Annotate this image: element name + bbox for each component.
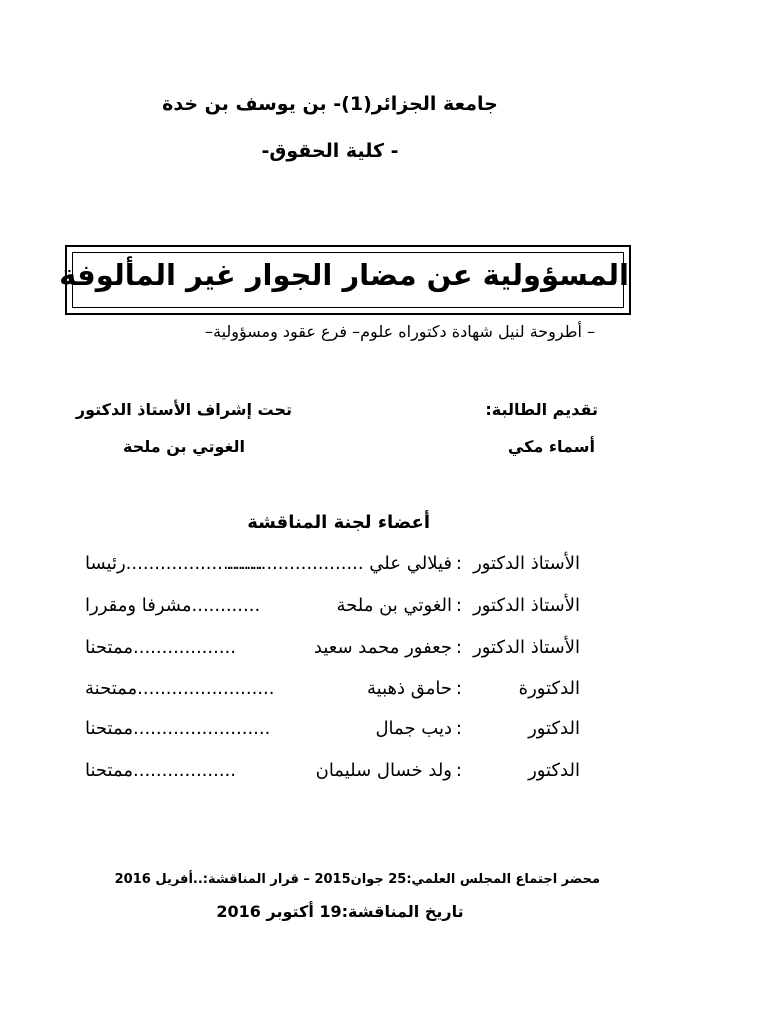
member-role: الأستاذ الدكتور <box>473 595 580 616</box>
faculty-name: - كلية الحقوق- <box>261 140 399 162</box>
committee-member-row <box>85 718 580 746</box>
member-role: الأستاذ الدكتور <box>473 553 580 574</box>
member-designation: ..................ممتحنا <box>85 637 237 658</box>
supervisor-name: الغوتي بن ملحة <box>123 437 245 456</box>
member-separator: : <box>455 595 462 616</box>
member-separator: : <box>455 637 462 658</box>
member-name: ديب جمال <box>375 718 452 739</box>
committee-member-row <box>85 678 580 706</box>
member-designation: ..................ممتحنا <box>85 760 237 781</box>
council-minutes: محضر اجتماع المجلس العلمي:25 جوان2015 – قرار المناقشة:..أفريل 2016 <box>114 872 600 887</box>
member-role: الدكتور <box>528 760 580 781</box>
university-name: جامعة الجزائر(1)- بن يوسف بن خدة <box>162 93 498 115</box>
student-name: أسماء مكي <box>507 437 595 456</box>
thesis-title: المسؤولية عن مضار الجوار غير المألوفة <box>59 258 629 292</box>
committee-member-row <box>85 760 580 788</box>
committee-member-row <box>85 637 580 665</box>
member-role: الدكتورة <box>518 678 580 699</box>
member-name: حامق ذهبية <box>366 678 452 699</box>
member-designation: ........................ممتحنا <box>85 718 271 739</box>
member-role: الأستاذ الدكتور <box>473 637 580 658</box>
thesis-subtitle: – أطروحة لنيل شهادة دكتوراه علوم– فرع عقود ومسؤولية– <box>204 322 595 341</box>
member-designation: ............مشرفا ومقررا <box>85 595 261 616</box>
member-name: فيلالي علي ........................ <box>226 553 452 574</box>
student-label: تقديم الطالبة: <box>485 400 598 419</box>
member-separator: : <box>455 678 462 699</box>
member-name: ولد خسال سليمان <box>315 760 452 781</box>
committee-heading: أعضاء لجنة المناقشة <box>247 512 430 533</box>
member-designation: ........................ممتحنة <box>85 678 275 699</box>
discussion-date: تاريخ المناقشة:19 أكتوبر 2016 <box>216 902 464 921</box>
supervisor-label: تحت إشراف الأستاذ الدكتور <box>75 400 292 419</box>
member-separator: : <box>455 760 462 781</box>
member-name: الغوتي بن ملحة <box>336 595 452 616</box>
member-separator: : <box>455 553 462 574</box>
member-designation: ........................رئيسا <box>85 553 263 574</box>
member-role: الدكتور <box>528 718 580 739</box>
member-name: جعفور محمد سعيد <box>313 637 452 658</box>
committee-member-row <box>85 595 580 623</box>
member-separator: : <box>455 718 462 739</box>
committee-member-row <box>85 553 580 581</box>
title-frame <box>59 245 631 315</box>
